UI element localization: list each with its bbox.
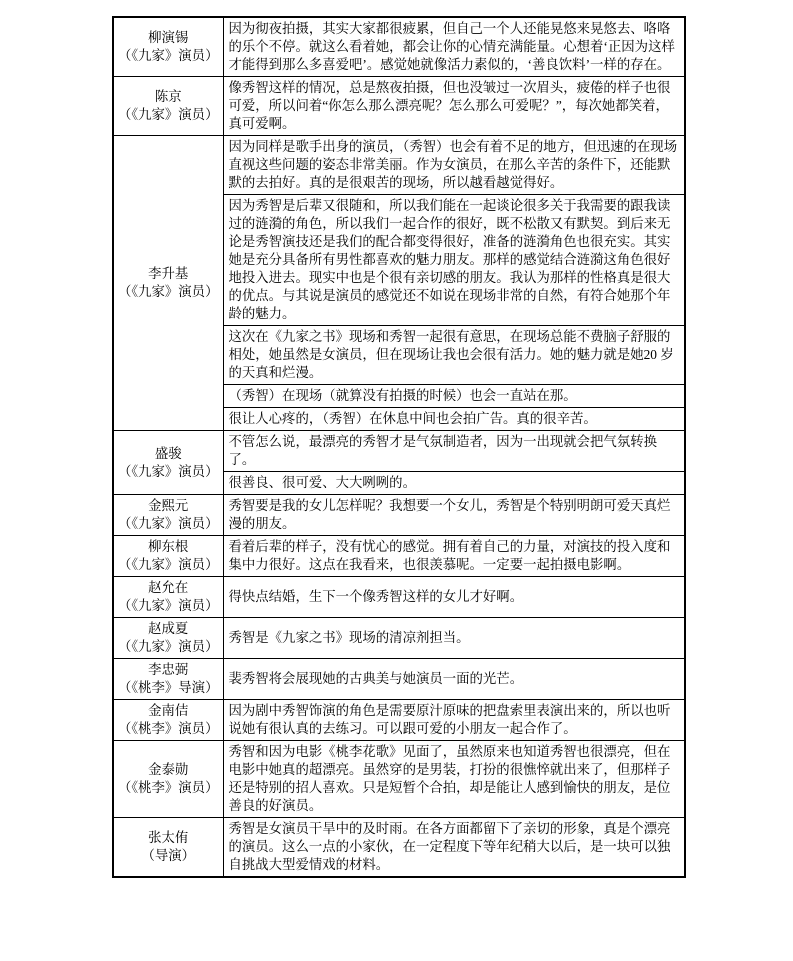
speaker-name: 柳东根 <box>148 539 189 554</box>
table-row <box>113 818 685 878</box>
comment-cell: 很让人心疼的，（秀智）在休息中间也会拍广告。真的很辛苦。 <box>223 408 685 431</box>
speaker-cell <box>113 577 223 618</box>
speaker-role: （《九家》演员） <box>118 284 219 299</box>
table-row <box>113 741 685 818</box>
speaker-cell <box>113 431 223 495</box>
speaker-role: （《九家》演员） <box>118 48 219 63</box>
comment-cell: 因为剧中秀智饰演的角色是需要原汁原味的把盘索里表演出来的，所以也听说她有很认真的去练习。可以跟可爱的小朋友一起合作了。 <box>223 700 685 741</box>
speaker-cell <box>113 618 223 659</box>
speaker-name: 金南佶 <box>148 703 189 718</box>
speaker-cell <box>113 17 223 77</box>
speaker-role: （《九家》演员） <box>118 639 219 654</box>
speaker-cell <box>113 495 223 536</box>
speaker-role: （导演） <box>141 848 196 863</box>
speaker-cell <box>113 700 223 741</box>
comment-cell: 裴秀智将会展现她的古典美与她演员一面的光芒。 <box>223 659 685 700</box>
speaker-role: （《九家》演员） <box>118 516 219 531</box>
speaker-name: 李升基 <box>148 266 189 281</box>
comment-cell: 因为彻夜拍摄，其实大家都很疲累，但自己一个人还能晃悠来晃悠去、咯咯的乐个不停。就这么看着她，都会让你的心情充满能量。心想着‘正因为这样才能得到那么多喜爱吧’。感觉她就像活力素似的，‘善良饮料’一样的存在。 <box>223 17 685 77</box>
table-row <box>113 577 685 618</box>
comment-cell: 不管怎么说，最漂亮的秀智才是气氛制造者，因为一出现就会把气氛转换了。 <box>223 431 685 472</box>
table-row <box>113 431 685 472</box>
table-row <box>113 136 685 195</box>
speaker-role: （《九家》演员） <box>118 557 219 572</box>
quotes-table-body <box>113 17 685 877</box>
table-row <box>113 536 685 577</box>
comment-cell: 像秀智这样的情况，总是熬夜拍摄，但也没皱过一次眉头，疲倦的样子也很可爱，所以问着“你怎么那么漂亮呢？怎么那么可爱呢？”，每次她都笑着，真可爱啊。 <box>223 77 685 136</box>
speaker-name: 盛骏 <box>154 445 182 461</box>
speaker-cell <box>113 136 223 431</box>
speaker-role: （《九家》演员） <box>118 598 219 613</box>
comment-cell: 因为秀智是后辈又很随和，所以我们能在一起谈论很多关于我需要的跟我读过的涟漪的角色，所以我们一起合作的很好，既不松散又有默契。到后来无论是秀智演技还是我们的配合都变得很好，准备的涟漪角色也很充实。其实她是充分具备所有男性都喜欢的魅力朋友。那样的感觉结合涟漪这角色很好地投入进去。现实中也是个很有亲切感的朋友。我认为那样的性格真是很大的优点。与其说是演员的感觉还不如说在现场非常的自然，有符合她那个年龄的魅力。 <box>223 195 685 326</box>
speaker-name: 赵允在 <box>148 580 189 595</box>
quotes-table <box>112 16 686 878</box>
speaker-cell <box>113 818 223 878</box>
table-row <box>113 659 685 700</box>
speaker-name: 张太侑 <box>148 830 189 845</box>
speaker-cell <box>113 741 223 818</box>
speaker-role: （《九家》演员） <box>118 107 219 122</box>
comment-cell: （秀智）在现场（就算没有拍摄的时候）也会一直站在那。 <box>223 385 685 408</box>
speaker-name: 金泰勋 <box>148 762 189 777</box>
comment-cell: 这次在《九家之书》现场和秀智一起很有意思，在现场总能不费脑子舒服的相处，她虽然是女演员，但在现场让我也会很有活力。她的魅力就是她20 岁的天真和烂漫。 <box>223 326 685 385</box>
comment-cell: 秀智和因为电影《桃李花歌》见面了，虽然原来也知道秀智也很漂亮，但在电影中她真的超漂亮。虽然穿的是男装，打扮的很憔悴就出来了，但那样子还是特别的招人喜欢。只是短暂个合拍，却是能让人感到愉快的朋友，是位善良的好演员。 <box>223 741 685 818</box>
speaker-name: 金熙元 <box>148 498 189 513</box>
speaker-name: 李忠弼 <box>148 662 189 677</box>
speaker-cell <box>113 77 223 136</box>
speaker-cell <box>113 536 223 577</box>
comment-cell: 看着后辈的样子，没有忧心的感觉。拥有着自己的力量，对演技的投入度和集中力很好。这点在我看来，也很羡慕呢。一定要一起拍摄电影啊。 <box>223 536 685 577</box>
table-row <box>113 77 685 136</box>
table-row <box>113 618 685 659</box>
comment-cell: 因为同样是歌手出身的演员，（秀智）也会有着不足的地方，但迅速的在现场直视这些问题的姿态非常美丽。作为女演员，在那么辛苦的条件下，还能默默的去拍好。真的是很艰苦的现场，所以越看越觉得好。 <box>223 136 685 195</box>
comment-cell: 秀智是《九家之书》现场的清凉剂担当。 <box>223 618 685 659</box>
speaker-name: 陈京 <box>154 89 182 104</box>
comment-cell: 很善良、很可爱、大大咧咧的。 <box>223 472 685 495</box>
comment-cell: 秀智是女演员干旱中的及时雨。在各方面都留下了亲切的形象，真是个漂亮的演员。这么一点的小家伙，在一定程度下等年纪稍大以后，是一块可以独自挑战大型爱情戏的材料。 <box>223 818 685 878</box>
table-row <box>113 17 685 77</box>
speaker-role: （《桃李》演员） <box>118 780 219 795</box>
comment-cell: 秀智要是我的女儿怎样呢？我想要一个女儿，秀智是个特别明朗可爱天真烂漫的朋友。 <box>223 495 685 536</box>
speaker-cell <box>113 659 223 700</box>
speaker-name: 赵成夏 <box>148 621 189 636</box>
speaker-role: （《桃李》演员） <box>118 721 219 736</box>
comment-cell: 得快点结婚，生下一个像秀智这样的女儿才好啊。 <box>223 577 685 618</box>
table-row <box>113 495 685 536</box>
speaker-name: 柳演锡 <box>148 30 189 45</box>
speaker-role: （《桃李》导演） <box>118 680 219 695</box>
speaker-role: （《九家》演员） <box>118 463 219 479</box>
table-row <box>113 700 685 741</box>
